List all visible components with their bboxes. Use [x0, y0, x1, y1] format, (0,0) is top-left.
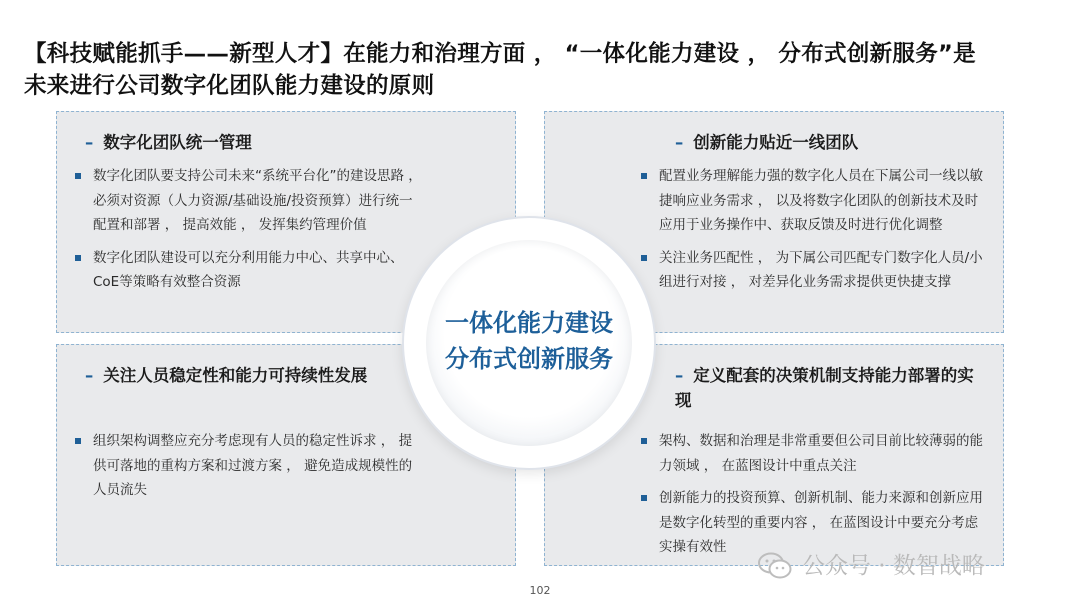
quadrant-list: [639, 429, 989, 568]
quadrant-title: [85, 363, 405, 388]
quadrant-list: [639, 164, 989, 303]
center-line2: 分布式创新服务: [445, 345, 613, 373]
list-item-text: 组织架构调整应充分考虑现有人员的稳定性诉求 ， 提供可落地的重构方案和过渡方案 ， 避免造成规模性的人员流失: [93, 433, 413, 498]
center-circle-text: [404, 305, 654, 377]
quadrant-list: [73, 429, 423, 511]
dash-marker: –: [85, 366, 94, 385]
quadrant-title-text: 定义配套的决策机制支持能力部署的实现: [675, 366, 974, 410]
square-bullet-icon: [75, 173, 81, 179]
quadrant-list: [73, 164, 423, 303]
list-item-text: 创新能力的投资预算、创新机制、能力来源和创新应用是数字化转型的重要内容 ， 在蓝图设计中要充分考虑实操有效性: [659, 490, 983, 555]
list-item: [639, 429, 989, 478]
wechat-icon: [758, 552, 792, 580]
list-item: [73, 429, 423, 503]
square-bullet-icon: [641, 495, 647, 501]
list-item: [73, 164, 423, 238]
list-item-text: 数字化团队要支持公司未来“系统平台化”的建设思路 ， 必须对资源（人力资源/基础设施/投资预算）进行统一配置和部署 ， 提高效能 ， 发挥集约管理价值: [93, 168, 422, 233]
quadrant-title: [675, 130, 995, 155]
square-bullet-icon: [75, 438, 81, 444]
slide-title-line1: 【科技赋能抓手——新型人才】在能力和治理方面 ， “一体化能力建设 ， 分布式创新服务”是: [24, 41, 976, 67]
slide-title: [24, 38, 1064, 102]
quadrant-title-text: 创新能力贴近一线团队: [693, 133, 859, 152]
square-bullet-icon: [641, 255, 647, 261]
quadrant-title-text: 关注人员稳定性和能力可持续性发展: [103, 366, 368, 385]
dash-marker: –: [675, 366, 684, 385]
list-item-text: 配置业务理解能力强的数字化人员在下属公司一线以敏捷响应业务需求 ， 以及将数字化团队的创新技术及时应用于业务操作中、获取反馈及时进行优化调整: [659, 168, 983, 233]
square-bullet-icon: [641, 438, 647, 444]
quadrant-title: [675, 363, 975, 413]
dash-marker: –: [85, 133, 94, 152]
list-item-text: 数字化团队建设可以充分利用能力中心、共享中心、CoE等策略有效整合资源: [93, 249, 404, 290]
page-number: 102: [529, 584, 551, 597]
watermark: [758, 548, 1058, 584]
quadrant-title: [85, 130, 495, 155]
watermark-text: 公众号 · 数智战略: [802, 553, 985, 579]
list-item-text: 关注业务匹配性 ， 为下属公司匹配专门数字化人员/小组进行对接 ， 对差异化业务需求提供更快捷支撑: [659, 249, 983, 290]
slide-title-line2: 未来进行公司数字化团队能力建设的原则: [24, 73, 435, 99]
square-bullet-icon: [75, 255, 81, 261]
square-bullet-icon: [641, 173, 647, 179]
list-item: [73, 246, 423, 295]
list-item-text: 架构、数据和治理是非常重要但公司目前比较薄弱的能力领域 ， 在蓝图设计中重点关注: [659, 433, 983, 474]
list-item: [639, 164, 989, 238]
center-line1: 一体化能力建设: [445, 309, 613, 337]
list-item: [639, 246, 989, 295]
quadrant-title-text: 数字化团队统一管理: [103, 133, 252, 152]
dash-marker: –: [675, 133, 684, 152]
